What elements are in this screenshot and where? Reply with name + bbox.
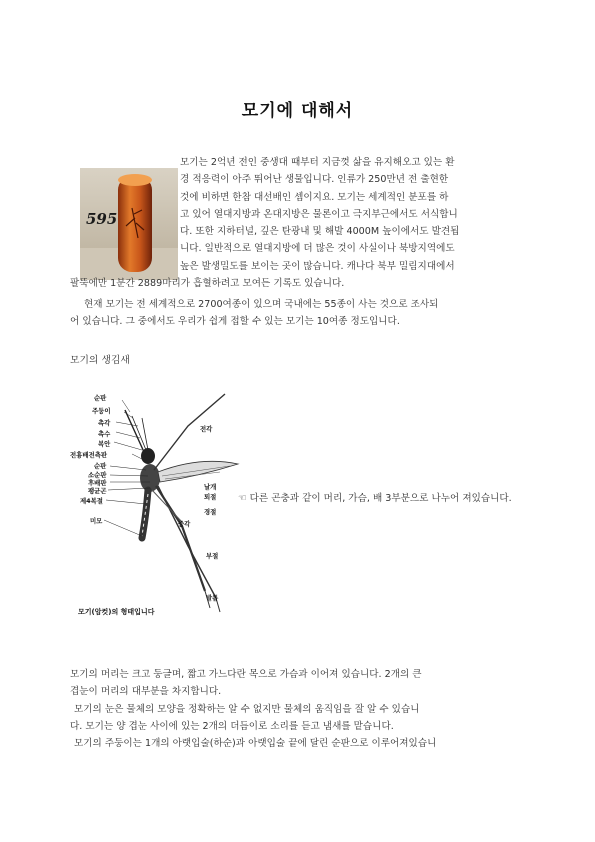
section-heading: 모기의 생김새	[70, 355, 130, 366]
label-antenna: 촉각	[98, 419, 111, 427]
amber-fossil-image	[80, 168, 178, 280]
intro-line: 다. 또한 지하터널, 깊은 탄광내 및 해발 4000M 높이에서도 발견됩	[180, 226, 460, 238]
intro-line: 것에 비하면 한참 대선배인 셈이지요. 모기는 세계적인 분포를 하	[180, 191, 449, 203]
label-midleg: 중각	[178, 520, 191, 528]
intro-paragraph	[180, 154, 528, 275]
label-abdomen-segment: 제4복절	[80, 497, 103, 505]
population-line: 어 있습니다. 그 중에서도 우리가 쉽게 접할 수 있는 모기는 10여종 정도입니다.	[70, 316, 400, 328]
population-line: 현재 모기는 전 세계적으로 2700여종이 있으며 국내에는 55종이 사는 것으로 조사되	[84, 299, 439, 310]
appearance-line: 모기의 주둥이는 1개의 아랫입술(하순)과 아랫입술 끝에 달린 순판으로 이루어져있습니	[74, 738, 437, 750]
appearance-line: 겹눈이 머리의 대부분을 차지합니다.	[70, 686, 222, 698]
intro-line: 고 있어 열대지방과 온대지방은 물론이고 극지부근에서도 서식합니	[180, 208, 458, 220]
intro-line: 모기는 2억년 전인 중생대 때부터 지금껏 삶을 유지해오고 있는 환	[180, 157, 455, 168]
appearance-line: 모기의 머리는 크고 둥글며, 짧고 가느다란 목으로 가슴과 이어져 있습니다. 2개의 큰	[70, 669, 422, 680]
label-femur: 퇴절	[204, 493, 217, 501]
label-palp: 촉수	[98, 430, 111, 438]
intro-line: 경 적응력이 아주 뛰어난 생물입니다. 인류가 250만년 전 출현한	[180, 174, 449, 186]
mosquito-wing	[158, 461, 238, 482]
intro-tail-line: 팔뚝에만 1분간 2889마리가 흡혈하려고 모여든 기록도 있습니다.	[70, 278, 345, 289]
label-postnotum: 후배판	[88, 479, 107, 487]
label-claw: 발톱	[206, 594, 219, 602]
label-scutellum: 소순판	[88, 471, 107, 479]
label-proboscis: 주둥이	[92, 407, 111, 415]
label-cerci: 미모	[90, 517, 103, 525]
appearance-paragraph	[70, 666, 530, 752]
diagram-caption: 모기(암컷)의 형태입니다	[78, 608, 155, 616]
label-prothorax: 전흉배전측판	[70, 451, 108, 459]
appearance-line: 모기의 눈은 물체의 모양을 정확하는 알 수 없지만 물체의 움직임을 잘 알 수 있습니	[74, 703, 420, 715]
population-paragraph	[70, 296, 530, 331]
label-compound-eye: 복안	[98, 440, 111, 448]
label-tarsus: 부절	[206, 552, 219, 560]
label-labellum: 순판	[94, 394, 107, 402]
label-haltere: 팽균곤	[88, 487, 107, 495]
label-tibia: 경절	[204, 508, 217, 516]
label-wing: 날개	[204, 483, 217, 491]
mosquito-diagram	[70, 386, 240, 626]
label-foreleg: 전각	[200, 425, 213, 433]
amber-label: 595	[86, 210, 118, 228]
body-parts-note: ☜ 다른 곤충과 같이 머리, 가슴, 배 3부분으로 나누어 져있습니다.	[238, 493, 512, 504]
appearance-line: 다. 모기는 양 겹눈 사이에 있는 2개의 더듬이로 소리를 듣고 냄새를 맡습니다.	[70, 720, 394, 732]
page-title: 모기에 대해서	[241, 101, 354, 121]
intro-line: 높은 발생밀도를 보이는 곳이 많습니다. 캐나다 북부 밀림지대에서	[180, 260, 455, 272]
intro-line: 니다. 일반적으로 열대지방에 더 많은 것이 사실이나 북방지역에도	[180, 243, 455, 255]
label-scutum: 순판	[94, 462, 107, 470]
